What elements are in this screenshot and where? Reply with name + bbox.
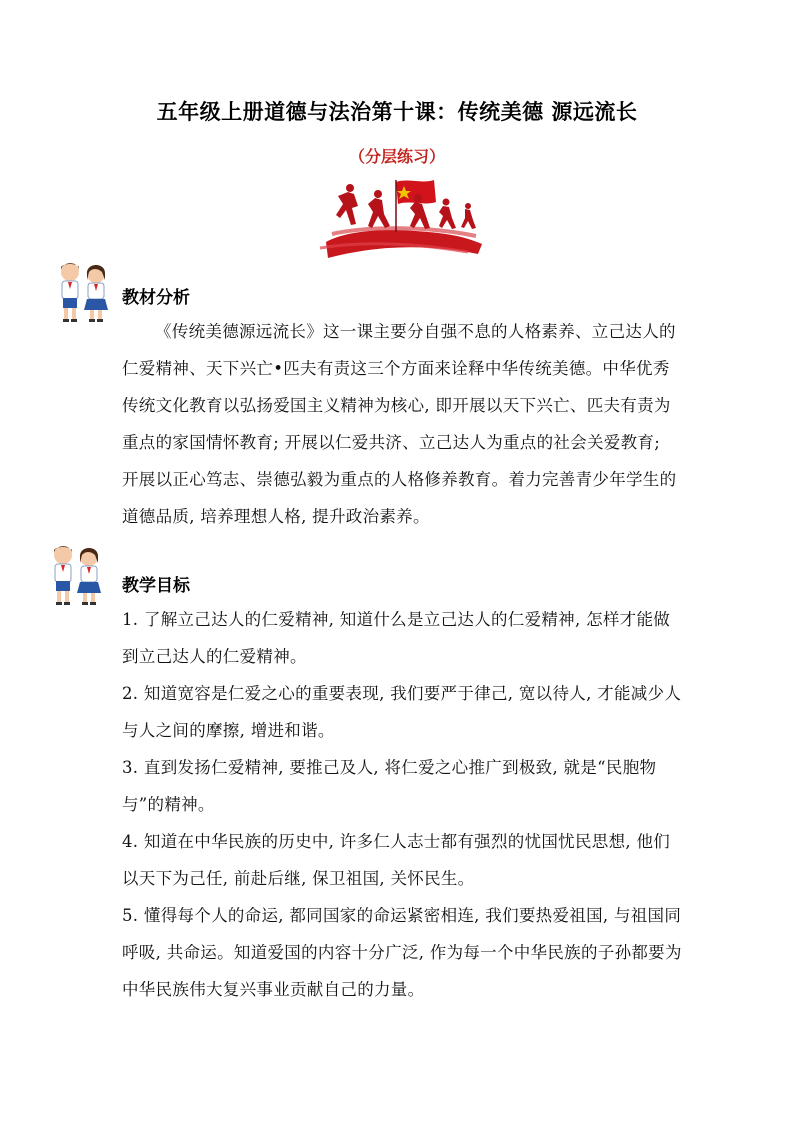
goal-item: 5. 懂得每个人的命运, 都同国家的命运紧密相连, 我们要热爱祖国, 与祖国同呼吸, 共命运。知道爱国的内容十分广泛, 作为每一个中华民族的子孙都要为中华民族伟大复兴事业贡献自己的力量。 (122, 906, 682, 999)
goal-item: 4. 知道在中华民族的历史中, 许多仁人志士都有强烈的忧国忧民思想, 他们以天下为己任, 前赴后继, 保卫祖国, 关怀民生。 (122, 832, 671, 888)
goal-item: 3. 直到发扬仁爱精神, 要推己及人, 将仁爱之心推广到极致, 就是“民胞物与”的精神。 (122, 758, 657, 814)
analysis-paragraph: 《传统美德源远流长》这一课主要分自强不息的人格素养、立己达人的仁爱精神、天下兴亡•匹夫有责这三个方面来诠释中华传统美德。中华优秀传统文化教育以弘扬爱国主义精神为核心, 即开展以天下兴亡、匹夫有责为重点的家国情怀教育; 开展以仁爱共济、立己达人为重点的社会关爱教育; 开展以正心笃志、崇德弘毅为重点的人格修养教育。着力完善青少年学生的道德品质, 培养理想人格, 提升政治素养。 (122, 322, 677, 526)
running-figures-banner-icon (318, 172, 486, 264)
two-students-icon (52, 258, 114, 324)
section-heading-analysis: 教材分析 (122, 288, 190, 308)
page-subtitle: （分层练习） (348, 147, 445, 166)
goal-item: 2. 知道宽容是仁爱之心的重要表现, 我们要严于律己, 宽以待人, 才能减少人与人之间的摩擦, 增进和谐。 (122, 684, 682, 740)
page-title: 五年级上册道德与法治第十课：传统美德 源远流长 (156, 100, 638, 124)
section-heading-goals: 教学目标 (122, 576, 190, 596)
two-students-icon (45, 541, 107, 607)
goals-list (122, 601, 682, 1008)
goal-item: 1. 了解立己达人的仁爱精神, 知道什么是立己达人的仁爱精神, 怎样才能做到立己达人的仁爱精神。 (122, 610, 671, 666)
